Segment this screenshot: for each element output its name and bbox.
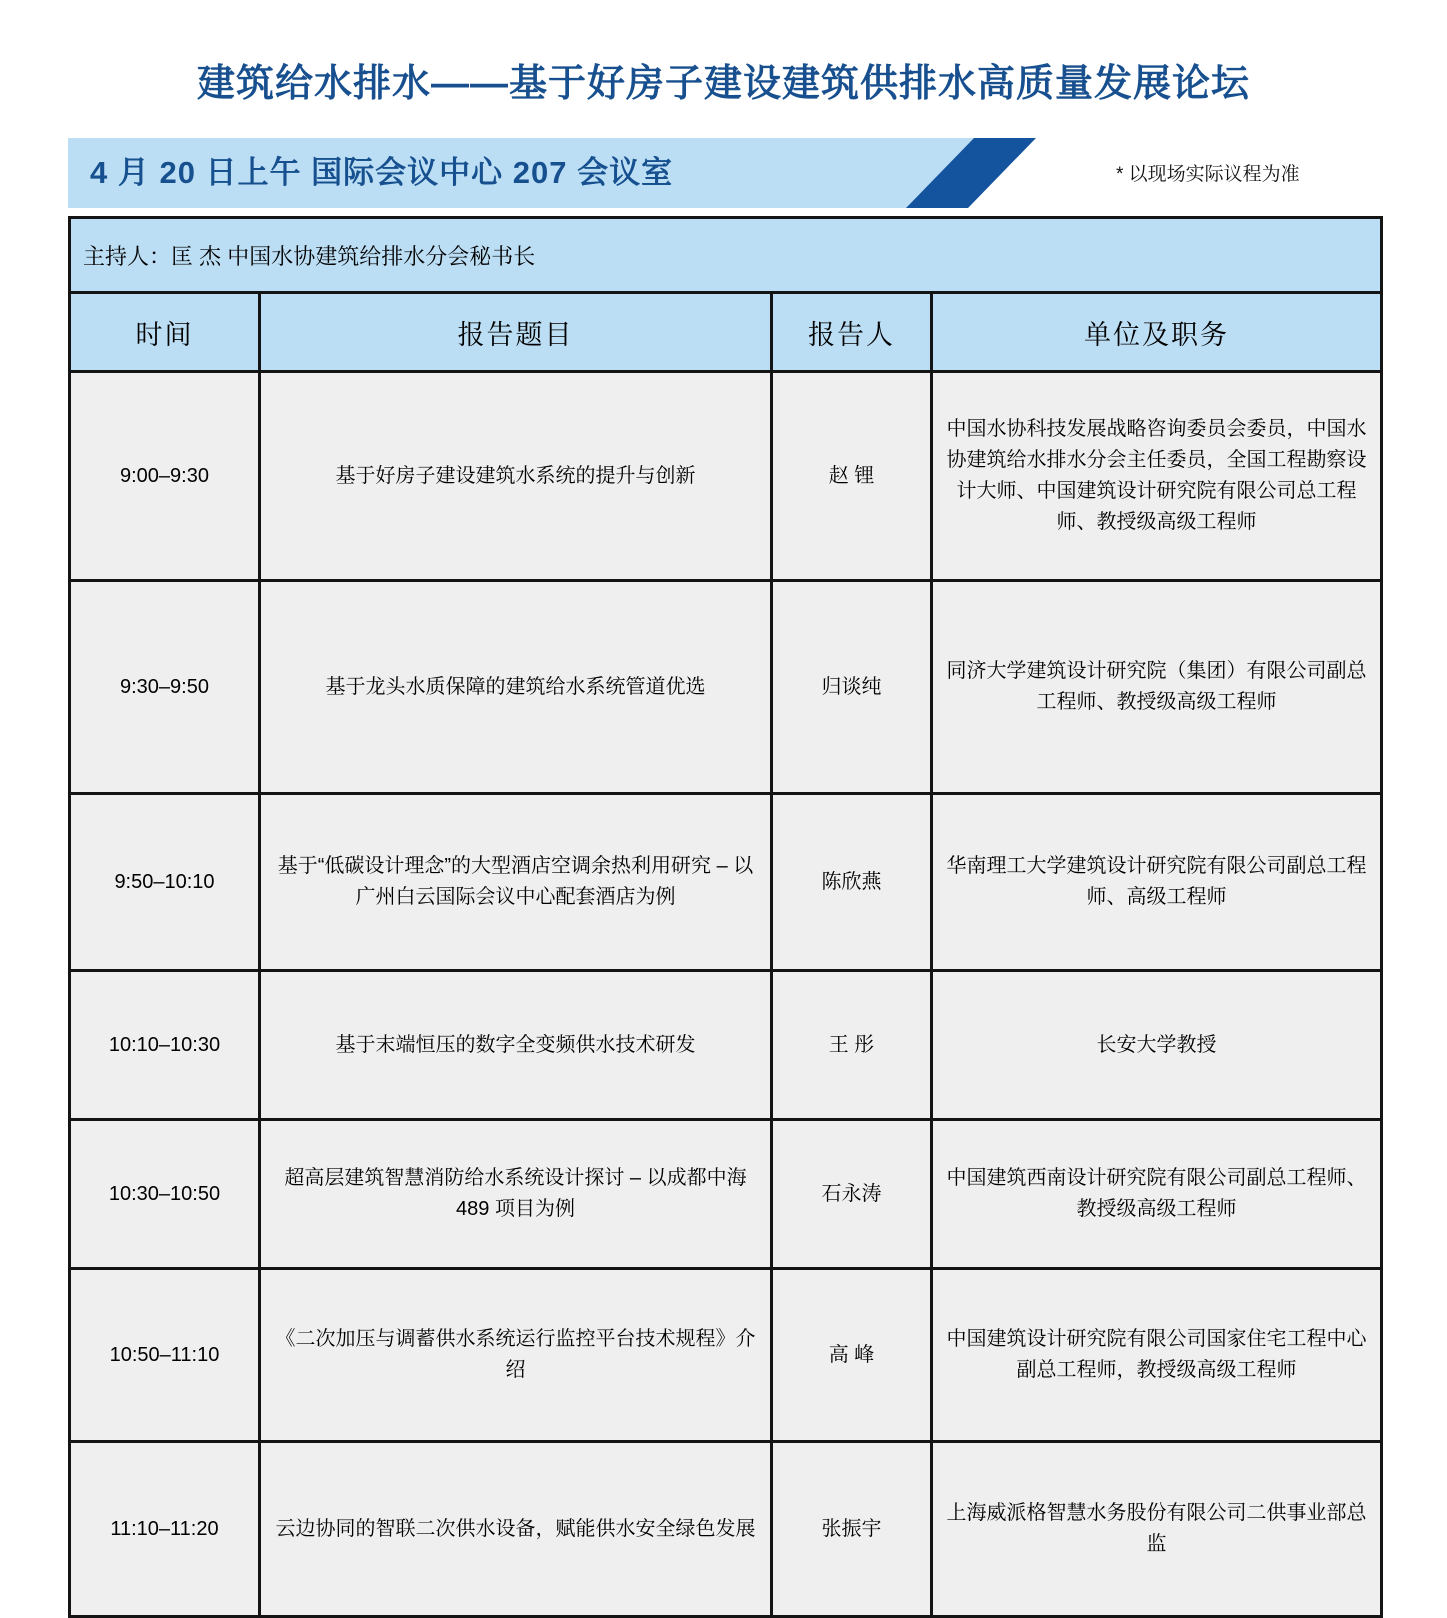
column-header-title: 报告题目 xyxy=(260,293,772,372)
row-title: 云边协同的智联二次供水设备，赋能供水安全绿色发展 xyxy=(260,1442,772,1617)
page-title: 建筑给水排水——基于好房子建设建筑供排水高质量发展论坛 xyxy=(196,63,1250,105)
row-org: 长安大学教授 xyxy=(932,971,1382,1120)
row-speaker: 王 彤 xyxy=(772,971,932,1120)
table-row xyxy=(70,1120,1382,1269)
row-time: 10:10–10:30 xyxy=(70,971,260,1120)
row-title: 超高层建筑智慧消防给水系统设计探讨 – 以成都中海 489 项目为例 xyxy=(260,1120,772,1269)
row-org: 上海威派格智慧水务股份有限公司二供事业部总监 xyxy=(932,1442,1382,1617)
row-org: 中国建筑设计研究院有限公司国家住宅工程中心副总工程师，教授级高级工程师 xyxy=(932,1269,1382,1442)
row-title: 基于好房子建设建筑水系统的提升与创新 xyxy=(260,372,772,581)
row-time: 9:30–9:50 xyxy=(70,581,260,794)
row-title: 基于“低碳设计理念”的大型酒店空调余热利用研究 – 以广州白云国际会议中心配套酒店为例 xyxy=(260,794,772,971)
row-speaker: 赵 锂 xyxy=(772,372,932,581)
column-header-time: 时间 xyxy=(70,293,260,372)
row-speaker: 张振宇 xyxy=(772,1442,932,1617)
row-title: 《二次加压与调蓄供水系统运行监控平台技术规程》介绍 xyxy=(260,1269,772,1442)
row-time: 11:10–11:20 xyxy=(70,1442,260,1617)
row-speaker: 石永涛 xyxy=(772,1120,932,1269)
table-row xyxy=(70,1269,1382,1442)
row-org: 华南理工大学建筑设计研究院有限公司副总工程师、高级工程师 xyxy=(932,794,1382,971)
column-header-org: 单位及职务 xyxy=(932,293,1382,372)
session-banner xyxy=(68,138,1380,208)
row-speaker: 陈欣燕 xyxy=(772,794,932,971)
row-time: 9:50–10:10 xyxy=(70,794,260,971)
row-speaker: 高 峰 xyxy=(772,1269,932,1442)
table-row xyxy=(70,1442,1382,1617)
session-datetime-venue: 4 月 20 日上午 国际会议中心 207 会议室 xyxy=(90,155,674,190)
host-label: 主持人：匡 杰 中国水协建筑给排水分会秘书长 xyxy=(70,218,1382,293)
row-title: 基于末端恒压的数字全变频供水技术研发 xyxy=(260,971,772,1120)
table-row xyxy=(70,971,1382,1120)
row-speaker: 归谈纯 xyxy=(772,581,932,794)
table-row xyxy=(70,372,1382,581)
column-header-speaker: 报告人 xyxy=(772,293,932,372)
table-header-row xyxy=(70,293,1382,372)
row-title: 基于龙头水质保障的建筑给水系统管道优选 xyxy=(260,581,772,794)
row-time: 10:30–10:50 xyxy=(70,1120,260,1269)
row-org: 同济大学建筑设计研究院（集团）有限公司副总工程师、教授级高级工程师 xyxy=(932,581,1382,794)
row-org: 中国建筑西南设计研究院有限公司副总工程师、教授级高级工程师 xyxy=(932,1120,1382,1269)
agenda-disclaimer-note: * 以现场实际议程为准 xyxy=(1116,164,1300,185)
table-row xyxy=(70,581,1382,794)
row-time: 9:00–9:30 xyxy=(70,372,260,581)
host-row xyxy=(70,218,1382,293)
row-org: 中国水协科技发展战略咨询委员会委员，中国水协建筑给水排水分会主任委员，全国工程勘察设计大师、中国建筑设计研究院有限公司总工程师、教授级高级工程师 xyxy=(932,372,1382,581)
table-row xyxy=(70,794,1382,971)
row-time: 10:50–11:10 xyxy=(70,1269,260,1442)
agenda-table xyxy=(68,216,1383,1618)
